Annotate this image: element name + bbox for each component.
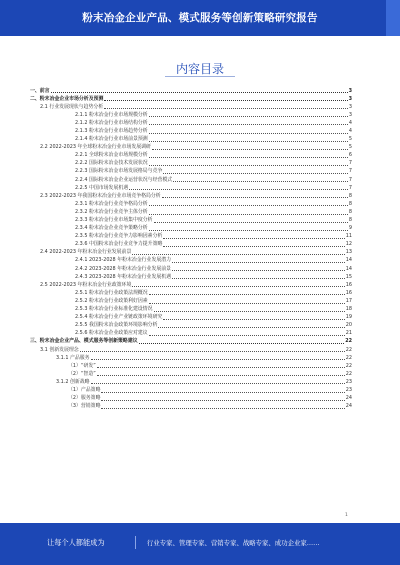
toc-leader-dots — [163, 238, 344, 239]
toc-entry[interactable] — [30, 126, 352, 134]
toc-entry-text: 2.5.6 粉末冶金企业政策应对建议 — [75, 330, 148, 337]
toc-entry-text: 二、粉末冶金企业市场分析及预测 — [30, 95, 104, 102]
toc-entry-text: 2.3.3 粉末冶金行业市场集中度分析 — [75, 217, 153, 223]
toc-entry-text: 2.5 2022-2023 年粉末冶金行业政策环境 — [40, 281, 132, 288]
toc-entry[interactable] — [30, 313, 352, 321]
toc-leader-dots — [104, 108, 348, 109]
toc-entry-page: 16 — [345, 281, 352, 288]
toc-entry[interactable] — [30, 385, 352, 393]
toc-entry-page: 7 — [348, 176, 352, 183]
toc-leader-dots — [101, 392, 344, 393]
toc-entry-text: 2.3.5 粉末冶金行业竞争力影响因素分析 — [75, 233, 163, 240]
toc-leader-dots — [149, 214, 348, 215]
toc-leader-dots — [163, 173, 348, 174]
toc-entry[interactable] — [30, 199, 352, 207]
toc-leader-dots — [172, 270, 345, 271]
toc-entry-page: 8 — [348, 200, 352, 207]
toc-entry-page: 8 — [348, 208, 352, 215]
footer-slogan: 让每个人都能成为 — [47, 538, 105, 547]
toc-entry-page: 24 — [345, 395, 352, 402]
toc-leader-dots — [132, 286, 344, 287]
toc-entry-page: 7 — [348, 168, 352, 175]
toc-entry-page: 5 — [348, 144, 352, 151]
toc-entry[interactable] — [30, 110, 352, 118]
toc-leader-dots — [149, 124, 348, 125]
toc-leader-dots — [129, 189, 348, 190]
toc-leader-dots — [149, 230, 348, 231]
toc-leader-dots — [149, 205, 348, 206]
toc-entry-text: 3.1 创新发展理念 — [40, 346, 79, 353]
toc-entry-page: 9 — [348, 225, 352, 232]
toc-entry-page: 13 — [345, 249, 352, 256]
toc-entry-page: 4 — [348, 119, 352, 126]
toc-entry[interactable] — [30, 353, 352, 361]
toc-entry-page: 23 — [345, 378, 352, 385]
toc-entry-text: 2.1.3 粉末冶金行业市场趋势分析 — [75, 127, 148, 134]
toc-entry-page: 18 — [345, 306, 352, 313]
toc-leader-dots — [80, 351, 345, 352]
toc-entry-page: 20 — [345, 322, 352, 329]
toc-entry[interactable] — [30, 224, 352, 232]
toc-entry-text: 2.5.3 粉末冶金行业标准化建设情况 — [75, 306, 153, 313]
toc-entry-text: （1）“研发” — [68, 362, 96, 369]
toc-entry-text: 2.4.2 2023-2028 年粉末冶金行业发展前景 — [75, 265, 172, 272]
toc-entry-page: 12 — [345, 241, 352, 248]
toc-entry[interactable] — [30, 288, 352, 296]
toc-entry[interactable] — [30, 369, 352, 377]
toc-leader-dots — [172, 262, 345, 263]
toc-entry-text: 3.1.1 产品服务 — [56, 354, 90, 361]
toc-entry-text: 2.5.5 我国粉末冶金政策环境影响分析 — [75, 322, 158, 329]
toc-entry-text: 三、粉末冶金企业产品、模式服务等创新策略建议 — [30, 338, 138, 345]
toc-leader-dots — [104, 100, 347, 101]
toc-entry-page: 3 — [348, 95, 352, 102]
toc-entry[interactable] — [30, 232, 352, 240]
toc-entry-page: 22 — [345, 362, 352, 369]
toc-entry-page: 11 — [345, 233, 352, 240]
toc-leader-dots — [173, 181, 348, 182]
toc-entry[interactable] — [30, 272, 352, 280]
toc-leader-dots — [158, 327, 344, 328]
toc-entry-page: 14 — [345, 257, 352, 264]
toc-entry[interactable] — [30, 402, 352, 410]
toc-entry-text: 2.3.2 粉末冶金行业竞争主体分析 — [75, 208, 148, 215]
footer-divider — [135, 536, 136, 549]
toc-entry-page: 7 — [348, 160, 352, 167]
toc-leader-dots — [149, 165, 348, 166]
toc-entry-text: 2.3.4 粉末冶金企业竞争策略分析 — [75, 225, 148, 232]
toc-entry-page: 17 — [345, 297, 352, 304]
toc-entry-page: 19 — [345, 314, 352, 321]
toc-leader-dots — [162, 197, 348, 198]
toc-entry[interactable] — [30, 167, 352, 175]
toc-entry[interactable] — [30, 329, 352, 337]
table-of-contents — [30, 86, 352, 410]
toc-entry-page: 22 — [345, 338, 352, 345]
toc-entry[interactable] — [30, 394, 352, 402]
footer-roles: 行业专家、管理专家、营销专家、战略专家、成功企业家…… — [147, 539, 320, 547]
toc-leader-dots — [149, 116, 348, 117]
toc-entry-text: 2.1.1 粉末冶金行业市场规模分析 — [75, 111, 148, 118]
toc-entry-text: 2.2.3 国际粉末冶金市场发展格局与竞争 — [75, 168, 163, 175]
toc-leader-dots — [91, 359, 345, 360]
header-corner-accent — [386, 0, 400, 36]
toc-leader-dots — [101, 400, 344, 401]
toc-leader-dots — [91, 383, 345, 384]
toc-entry[interactable] — [30, 94, 352, 102]
toc-entry-text: 2.3.6 中国粉末冶金行业竞争力提升策略 — [75, 241, 163, 248]
toc-entry[interactable] — [30, 143, 352, 151]
toc-leader-dots — [97, 367, 345, 368]
toc-entry[interactable] — [30, 305, 352, 313]
toc-entry-text: 2.5.1 粉末冶金行业政策法规概况 — [75, 289, 148, 296]
toc-entry-text: 2.1.2 粉末冶金行业市场结构分析 — [75, 119, 148, 126]
toc-leader-dots — [152, 149, 348, 150]
toc-entry[interactable] — [30, 118, 352, 126]
report-header-bar — [0, 0, 400, 36]
toc-entry[interactable] — [30, 280, 352, 288]
toc-leader-dots — [149, 335, 345, 336]
toc-entry-text: 2.1.4 粉末冶金行业市场前景预测 — [75, 136, 148, 143]
toc-entry-text: （2）“智造” — [68, 370, 96, 377]
toc-entry[interactable] — [30, 175, 352, 183]
toc-entry-text: 2.2.4 国际粉末冶金企业运营状况与经营模式 — [75, 176, 173, 183]
toc-entry-page: 3 — [348, 87, 352, 94]
toc-leader-dots — [51, 92, 348, 93]
toc-entry-text: 2.3.1 粉末冶金行业竞争格局分析 — [75, 200, 148, 207]
toc-leader-dots — [149, 141, 348, 142]
toc-leader-dots — [149, 133, 348, 134]
toc-entry-page: 22 — [345, 346, 352, 353]
toc-leader-dots — [132, 254, 344, 255]
toc-entry-page: 8 — [348, 217, 352, 223]
toc-entry-text: 2.1 行业发展现状与趋势分析 — [40, 103, 104, 110]
toc-leader-dots — [149, 294, 345, 295]
toc-entry-page: 22 — [345, 370, 352, 377]
toc-entry-text: 2.4.1 2023-2028 年粉末冶金行业发展潜力 — [75, 257, 172, 264]
toc-entry-page: 23 — [345, 386, 352, 393]
toc-entry-text: （1）产品策略 — [68, 386, 101, 393]
page-number: 1 — [345, 513, 348, 518]
toc-leader-dots — [139, 343, 345, 344]
toc-title: 内容目录 — [175, 62, 224, 76]
toc-entry-page: 16 — [345, 289, 352, 296]
toc-title-underline — [165, 76, 235, 77]
toc-entry-text: 一、前言 — [30, 87, 50, 94]
toc-entry[interactable] — [30, 361, 352, 369]
toc-entry-text: 2.5.4 粉末冶金行业产业链政策环境研究 — [75, 314, 163, 321]
toc-entry[interactable] — [30, 377, 352, 385]
toc-entry-page: 6 — [348, 152, 352, 159]
toc-entry[interactable] — [30, 248, 352, 256]
toc-entry[interactable] — [30, 135, 352, 143]
toc-leader-dots — [172, 278, 345, 279]
toc-entry[interactable] — [30, 296, 352, 304]
toc-entry[interactable] — [30, 345, 352, 353]
toc-entry[interactable] — [30, 86, 352, 94]
toc-entry[interactable] — [30, 159, 352, 167]
toc-entry-text: （2）服务策略 — [68, 395, 101, 402]
toc-entry[interactable] — [30, 183, 352, 191]
toc-entry-text: 2.4.3 2023-2028 年粉末冶金行业发展机遇 — [75, 273, 172, 280]
toc-entry-page: 5 — [348, 136, 352, 143]
toc-entry[interactable] — [30, 240, 352, 248]
toc-entry-page: 24 — [345, 403, 352, 410]
toc-entry-text: 2.3 2022-2023 年我国粉末冶金行业市场竞争格局分析 — [40, 192, 161, 199]
toc-entry-text: 2.2.5 中国市场发展机遇 — [75, 184, 129, 191]
toc-entry[interactable] — [30, 207, 352, 215]
toc-entry[interactable] — [30, 337, 352, 345]
toc-entry-page: 14 — [345, 265, 352, 272]
toc-entry-text: （3）营销策略 — [68, 403, 101, 410]
toc-entry[interactable] — [30, 151, 352, 159]
toc-entry-page: 3 — [348, 111, 352, 118]
toc-entry[interactable] — [30, 216, 352, 224]
toc-entry-page: 21 — [345, 330, 352, 337]
toc-entry-page: 4 — [348, 127, 352, 134]
toc-entry-page: 7 — [348, 184, 352, 191]
toc-leader-dots — [149, 157, 348, 158]
toc-entry[interactable] — [30, 191, 352, 199]
toc-leader-dots — [149, 303, 345, 304]
toc-entry-text: 2.5.2 粉末冶金行业政策利好因素 — [75, 297, 148, 304]
toc-entry[interactable] — [30, 102, 352, 110]
toc-leader-dots — [163, 246, 344, 247]
report-title: 粉末冶金企业产品、模式服务等创新策略研究报告 — [82, 12, 318, 24]
toc-leader-dots — [163, 319, 344, 320]
toc-leader-dots — [101, 408, 344, 409]
toc-leader-dots — [154, 222, 348, 223]
toc-entry[interactable] — [30, 256, 352, 264]
toc-entry[interactable] — [30, 264, 352, 272]
toc-entry-page: 15 — [345, 273, 352, 280]
toc-leader-dots — [97, 375, 345, 376]
toc-entry-text: 3.1.2 创新战略 — [56, 378, 90, 385]
footer-bar — [0, 523, 400, 565]
toc-entry-text: 2.2.1 全球粉末冶金市场规模分析 — [75, 152, 148, 159]
toc-entry-text: 2.2 2022-2023 年全球粉末冶金行业市场发展调研 — [40, 144, 151, 151]
toc-entry-page: 8 — [348, 192, 352, 199]
toc-entry[interactable] — [30, 321, 352, 329]
toc-leader-dots — [154, 311, 345, 312]
toc-entry-page: 3 — [348, 103, 352, 110]
toc-entry-page: 22 — [345, 354, 352, 361]
toc-entry-text: 2.4 2022-2023 年粉末冶金行业发展前景 — [40, 249, 132, 256]
toc-entry-text: 2.2.2 国际粉末冶金技术发展状况 — [75, 160, 148, 167]
